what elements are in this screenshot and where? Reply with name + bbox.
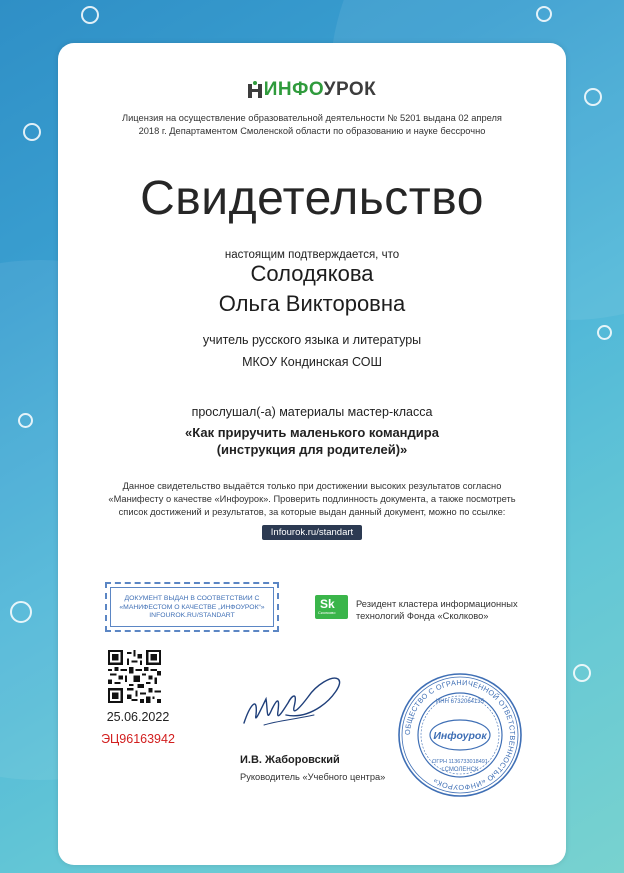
skolkovo-resident-text xyxy=(356,598,546,622)
license-line: Лицензия на осуществление образовательной деятельности № 5201 выдана 02 апреля xyxy=(122,113,502,123)
skolkovo-line: технологий Фонда «Сколково» xyxy=(356,611,489,621)
seal-city: г.СМОЛЕНСК xyxy=(441,767,479,773)
course-title-line: (инструкция для родителей)» xyxy=(216,442,408,457)
seal-inn: ИНН 6732064135 xyxy=(435,699,485,705)
recipient-position: учитель русского языка и литературы xyxy=(202,333,422,347)
seal-center-text: Инфоурок xyxy=(433,730,487,742)
course-title-line: «Как приручить маленького командира xyxy=(185,425,439,440)
notice-line: «Манифесту о качестве «Инфоурок». Проверить подлинность документа, а также посмотреть xyxy=(108,494,516,504)
qr-code-icon[interactable] xyxy=(108,650,161,703)
registration-number: ЭЦ96163942 xyxy=(101,732,175,746)
skolkovo-logo-text: Sk xyxy=(320,597,335,611)
background-ring xyxy=(18,413,33,428)
course-title xyxy=(58,424,566,458)
license-text xyxy=(98,112,526,138)
recipient-surname: Солодякова xyxy=(250,261,374,286)
manifest-stamp xyxy=(105,582,279,632)
logo-part-info: ИНФО xyxy=(263,79,324,100)
issue-date: 25.06.2022 xyxy=(106,710,170,724)
signature-icon xyxy=(236,665,356,743)
background-ring xyxy=(10,601,32,623)
background-ring xyxy=(584,88,602,106)
background-ring xyxy=(573,664,591,682)
recipient-given-name: Ольга Викторовна xyxy=(218,291,406,316)
confirm-text: настоящим подтверждается, что xyxy=(224,249,400,261)
recipient-name xyxy=(58,259,566,319)
background-ring xyxy=(81,6,99,24)
background-ring xyxy=(597,325,612,340)
background-ring xyxy=(536,6,552,22)
seal-ogrn: ОГРН 1136733018491 xyxy=(432,759,488,765)
manifest-stamp-line: INFOUROK.RU/STANDART xyxy=(149,612,235,620)
company-seal-icon xyxy=(396,671,524,799)
skolkovo-logo-icon xyxy=(315,595,348,619)
infourok-logo xyxy=(58,79,566,101)
skolkovo-line: Резидент кластера информационных xyxy=(356,599,518,609)
certificate-card xyxy=(58,43,566,865)
notice-line: Данное свидетельство выдаётся только при достижении высоких результатов согласно xyxy=(122,481,502,491)
license-line: 2018 г. Департаментом Смоленской области по образованию и науке бессрочно xyxy=(138,126,486,136)
recipient-school: МКОУ Кондинская СОШ xyxy=(242,355,382,369)
skolkovo-logo-sub: Сколково xyxy=(318,610,336,615)
infourok-mark-icon xyxy=(248,81,262,99)
manifest-stamp-line: ДОКУМЕНТ ВЫДАН В СООТВЕТСТВИИ С xyxy=(124,595,260,602)
notice-line: список достижений и результатов, за которые выдан данный документ, можно по ссылке: xyxy=(118,507,506,517)
standart-link[interactable]: Infourok.ru/standart xyxy=(262,525,362,540)
logo-part-urok: УРОК xyxy=(323,79,377,100)
certificate-title: Свидетельство xyxy=(140,172,484,225)
seal-outer-text: ОБЩЕСТВО С ОГРАНИЧЕННОЙ ОТВЕТСТВЕННОСТЬЮ «ИНФОУРОК» xyxy=(402,677,518,793)
attended-text: прослушал(-а) материалы мастер-класса xyxy=(191,405,433,419)
signer-role: Руководитель «Учебного центра» xyxy=(240,772,386,782)
verification-notice xyxy=(108,480,516,519)
signer-name: И.В. Жаборовский xyxy=(240,754,340,766)
manifest-stamp-line: «МАНИФЕСТОМ О КАЧЕСТВЕ „ИНФОУРОК“» xyxy=(119,603,265,611)
background-ring xyxy=(23,123,41,141)
